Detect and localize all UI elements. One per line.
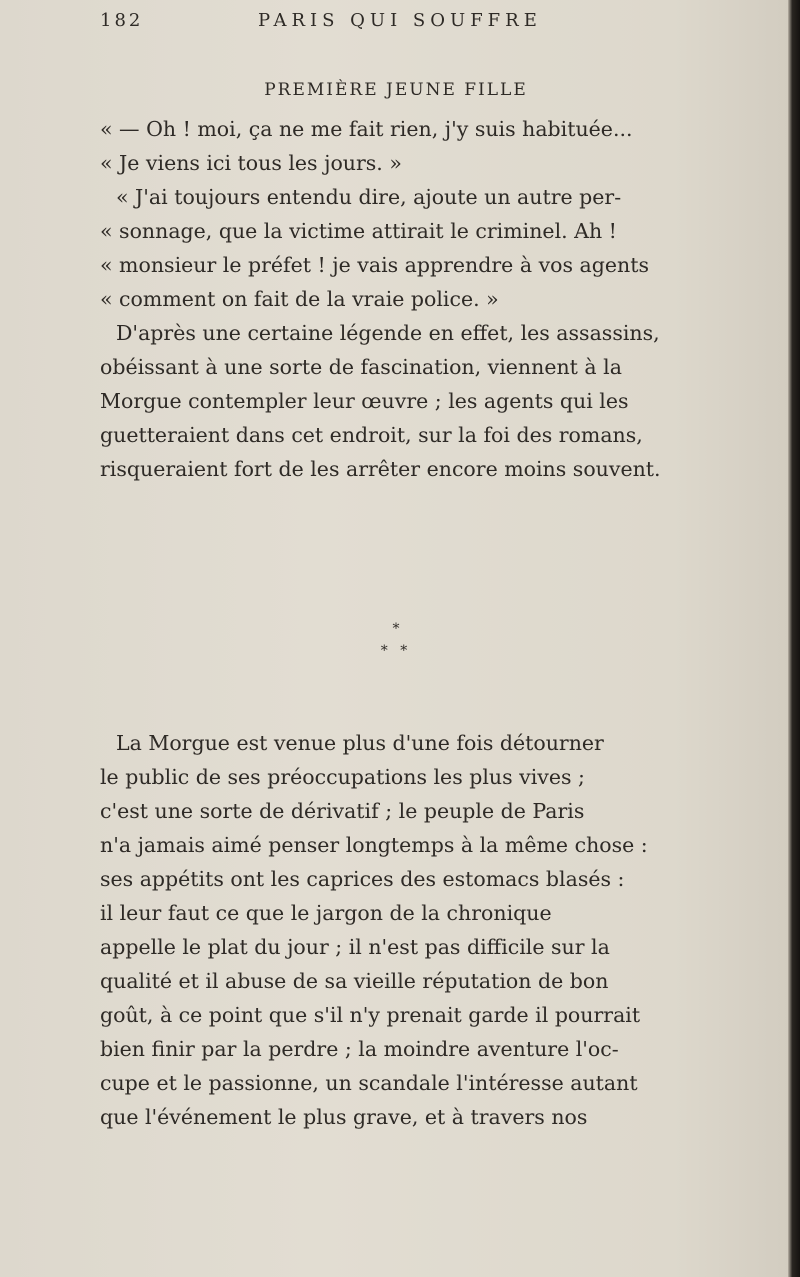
text-line: « Je viens ici tous les jours. »	[100, 151, 402, 175]
page-edge-shadow	[788, 0, 800, 1277]
text-line: il leur faut ce que le jargon de la chronique	[100, 901, 552, 925]
text-line: le public de ses préoccupations les plus vives ;	[100, 765, 585, 789]
text-line: n'a jamais aimé penser longtemps à la même chose :	[100, 833, 648, 857]
text-line: D'après une certaine légende en effet, les assassins,	[116, 321, 660, 345]
text-line: « monsieur le préfet ! je vais apprendre à vos agents	[100, 253, 649, 277]
asterism-bottom: * *	[380, 643, 412, 659]
text-line: « comment on fait de la vraie police. »	[100, 287, 499, 311]
chapter-title: PREMIÈRE JEUNE FILLE	[264, 80, 528, 100]
text-line: « — Oh ! moi, ça ne me fait rien, j'y suis habituée...	[100, 117, 633, 141]
text-line: c'est une sorte de dérivatif ; le peuple de Paris	[100, 799, 585, 823]
running-title: PARIS QUI SOUFFRE	[258, 10, 542, 31]
text-line: obéissant à une sorte de fascination, viennent à la	[100, 355, 622, 379]
text-line: goût, à ce point que s'il n'y prenait garde il pourrait	[100, 1003, 641, 1027]
text-line: guetteraient dans cet endroit, sur la foi des romans,	[100, 423, 643, 447]
page-header	[100, 10, 740, 36]
text-line: que l'événement le plus grave, et à travers nos	[100, 1105, 588, 1129]
paragraph-morgue	[100, 726, 748, 1134]
text-line: appelle le plat du jour ; il n'est pas difficile sur la	[100, 935, 610, 959]
asterism-top: *	[392, 621, 400, 637]
text-line: cupe et le passionne, un scandale l'intéresse autant	[100, 1071, 638, 1095]
text-line: La Morgue est venue plus d'une fois détourner	[116, 731, 604, 755]
text-line: « J'ai toujours entendu dire, ajoute un autre per-	[116, 185, 622, 209]
paragraph-dialogue	[100, 112, 748, 486]
text-line: ses appétits ont les caprices des estomacs blasés :	[100, 867, 625, 891]
text-line: bien finir par la perdre ; la moindre aventure l'oc-	[100, 1037, 619, 1061]
text-line: qualité et il abuse de sa vieille réputation de bon	[100, 969, 609, 993]
page-number: 182	[100, 10, 144, 31]
text-line: Morgue contempler leur œuvre ; les agents qui les	[100, 389, 629, 413]
text-line: « sonnage, que la victime attirait le criminel. Ah !	[100, 219, 617, 243]
text-line: risqueraient fort de les arrêter encore moins souvent.	[100, 457, 661, 481]
